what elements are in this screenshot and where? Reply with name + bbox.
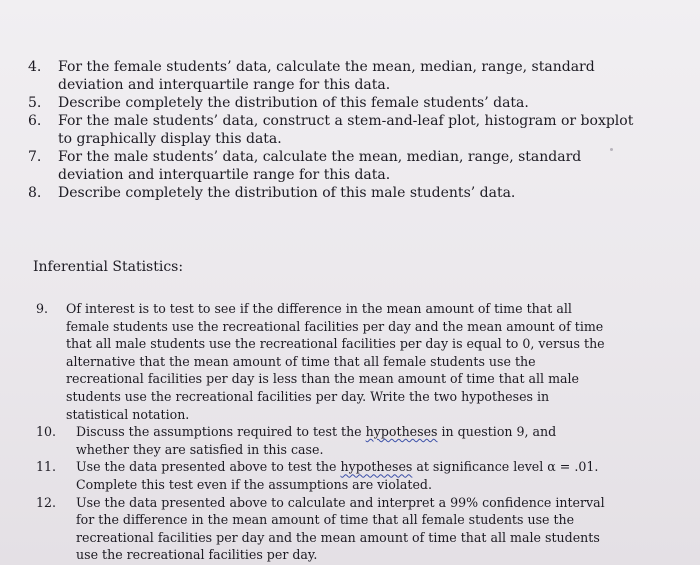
page-speck	[610, 148, 613, 151]
descriptive-questions-list	[28, 58, 636, 202]
question-number: 6.	[28, 113, 42, 129]
question-9	[36, 300, 611, 423]
question-number: 10.	[36, 424, 57, 440]
question-number: 12.	[36, 494, 57, 510]
question-text: Use the data presented above to calculate and interpret a 99% confidence interval for the difference in the mean amount of time that all female students use the recreational facilities per day and the mean amount of time that all male students use the recreational facilities per day.	[76, 494, 605, 563]
question-text-start: Use the data presented above to test the	[76, 459, 341, 475]
question-number: 7.	[28, 149, 42, 165]
question-text: Describe completely the distribution of this male students’ data.	[58, 185, 516, 201]
question-11	[36, 458, 611, 493]
spellcheck-word: hypotheses	[365, 424, 438, 440]
question-text: For the female students’ data, calculate the mean, median, range, standard deviation and interquartile range for this data.	[58, 59, 595, 93]
question-text: For the male students’ data, construct a stem-and-leaf plot, histogram or boxplot to graphically display this data.	[58, 113, 634, 147]
question-text-end: in question 9, and whether they are satisfied in this case.	[76, 424, 557, 457]
inferential-questions-list	[36, 300, 611, 564]
question-12	[36, 494, 611, 564]
question-text	[76, 424, 556, 457]
question-text-start: Discuss the assumptions required to test the	[76, 424, 366, 440]
question-number: 11.	[36, 459, 57, 475]
question-number: 9.	[36, 301, 49, 316]
question-4	[28, 58, 636, 94]
question-text: Of interest is to test to see if the difference in the mean amount of time that all female students use the recreational facilities per day and the mean amount of time that all male students use the recreational facilities per day is equal to 0, versus the alternative that the mean amount of time that all female students use the recreational facilities per day is less than the mean amount of time that all male students use the recreational facilities per day. Write the two hypotheses in statistical notation.	[66, 301, 605, 422]
question-5	[28, 94, 636, 112]
question-text	[76, 459, 598, 492]
question-7	[28, 148, 636, 184]
question-text: For the male students’ data, calculate the mean, median, range, standard deviation and interquartile range for this data.	[58, 149, 582, 183]
question-number: 5.	[28, 95, 42, 111]
question-number: 8.	[28, 185, 42, 201]
question-10	[36, 423, 611, 458]
question-text: Describe completely the distribution of this female students’ data.	[58, 95, 529, 111]
question-text-end: at significance level α = .01. Complete this test even if the assumptions are violated.	[76, 459, 599, 492]
question-number: 4.	[28, 59, 42, 75]
question-8	[28, 184, 636, 202]
section-heading: Inferential Statistics:	[33, 259, 184, 275]
spellcheck-word: hypotheses	[340, 459, 413, 475]
question-6	[28, 112, 636, 148]
